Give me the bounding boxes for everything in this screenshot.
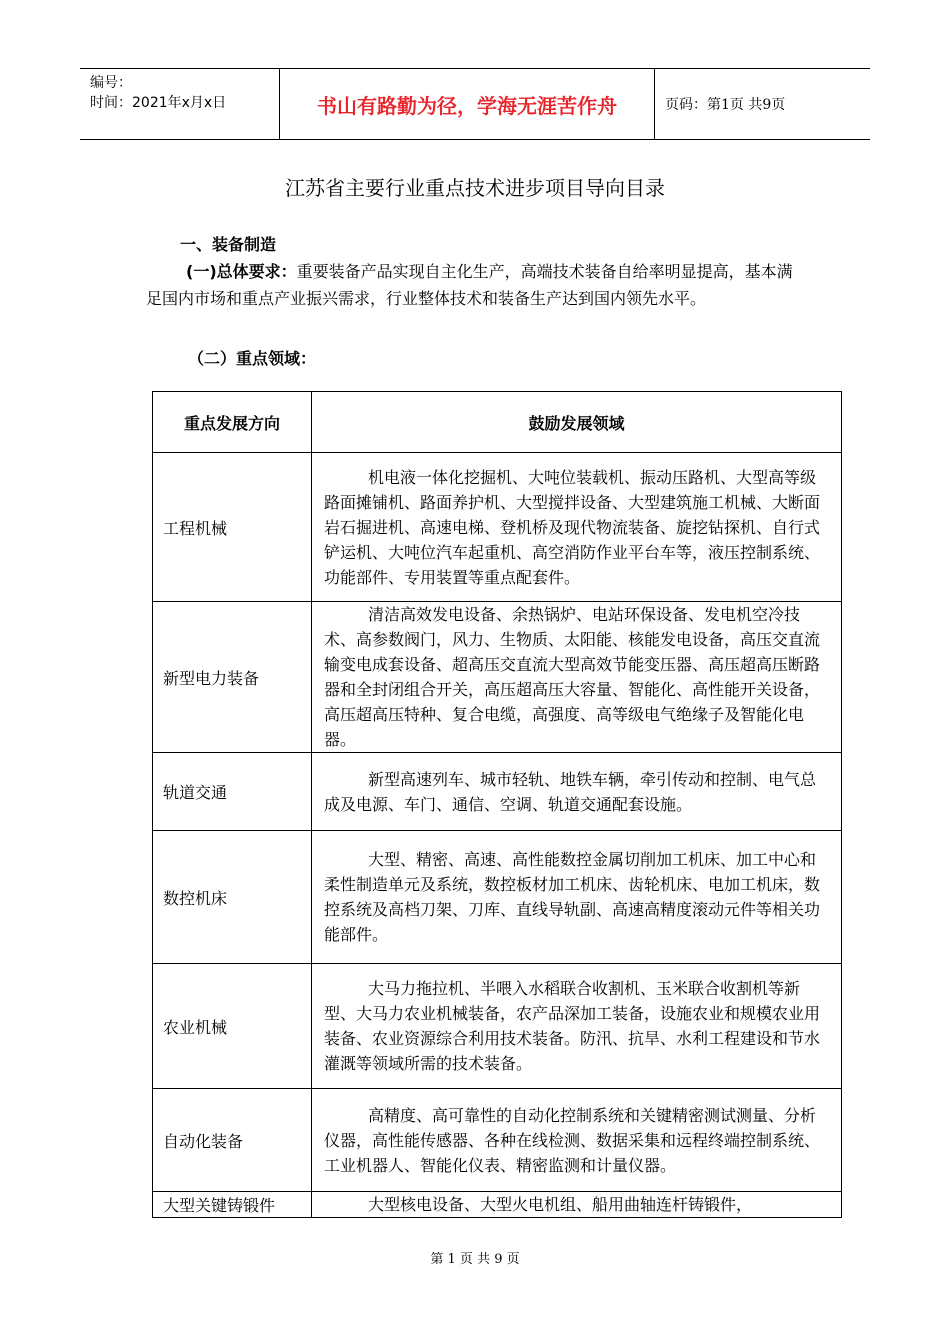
table-row — [153, 1192, 842, 1218]
table-header-row — [153, 392, 842, 453]
page-footer: 第 1 页 共 9 页 — [430, 1252, 520, 1267]
table-row — [153, 831, 842, 964]
column-header-areas: 鼓励发展领域 — [312, 392, 842, 453]
direction-cell: 工程机械 — [153, 453, 312, 602]
direction-cell: 新型电力装备 — [153, 602, 312, 753]
number-label: 编号： — [90, 75, 132, 91]
focus-heading: （二）重点领域： — [188, 349, 317, 368]
page-header — [80, 68, 870, 140]
header-motto: 书山有路勤为径，学海无涯苦作舟 — [280, 69, 655, 139]
general-text: 重要装备产品实现自主化生产，高端技术装备自给率明显提高，基本满足国内市场和重点产业振兴需求，行业整体技术和装备生产达到国内领先水平。 — [146, 262, 793, 308]
general-label: (一)总体要求： — [186, 262, 297, 281]
areas-cell: 大马力拖拉机、半喂入水稻联合收割机、玉米联合收割机等新型、大马力农业机械装备，农产品深加工装备，设施农业和规模农业用装备、农业资源综合利用技术装备。防汛、抗旱、水利工程建设和节水灌溉等领域所需的技术装备。 — [312, 964, 842, 1089]
time-label: 时间：2021年x月x日 — [90, 95, 227, 111]
areas-cell: 清洁高效发电设备、余热锅炉、电站环保设备、发电机空冷技术、高参数阀门，风力、生物质、太阳能、核能发电设备，高压交直流输变电成套设备、超高压交直流大型高效节能变压器、高压超高压断路器和全封闭组合开关，高压超高压大容量、智能化、高性能开关设备，高压超高压特种、复合电缆，高强度、高等级电气绝缘子及智能化电器。 — [312, 602, 842, 753]
document-title: 江苏省主要行业重点技术进步项目导向目录 — [285, 176, 665, 200]
general-requirements — [146, 258, 806, 312]
direction-cell: 自动化装备 — [153, 1089, 312, 1192]
areas-cell: 机电液一体化挖掘机、大吨位装载机、振动压路机、大型高等级路面摊铺机、路面养护机、大型搅拌设备、大型建筑施工机械、大断面岩石掘进机、高速电梯、登机桥及现代物流装备、旋挖钻探机、自行式铲运机、大吨位汽车起重机、高空消防作业平台车等，液压控制系统、功能部件、专用装置等重点配套件。 — [312, 453, 842, 602]
direction-cell: 数控机床 — [153, 831, 312, 964]
section-heading: 一、装备制造 — [180, 235, 277, 254]
table-row — [153, 453, 842, 602]
header-meta — [80, 69, 280, 139]
areas-cell: 大型、精密、高速、高性能数控金属切削加工机床、加工中心和柔性制造单元及系统，数控板材加工机床、齿轮机床、电加工机床，数控系统及高档刀架、刀库、直线导轨副、高速高精度滚动元件等相关功能部件。 — [312, 831, 842, 964]
direction-cell: 大型关键铸锻件 — [153, 1192, 312, 1218]
areas-cell: 高精度、高可靠性的自动化控制系统和关键精密测试测量、分析仪器，高性能传感器、各种在线检测、数据采集和远程终端控制系统、工业机器人、智能化仪表、精密监测和计量仪器。 — [312, 1089, 842, 1192]
header-page-info: 页码：第1页 共9页 — [665, 97, 786, 113]
areas-cell: 大型核电设备、大型火电机组、船用曲轴连杆铸锻件， — [312, 1192, 842, 1218]
table-row — [153, 1089, 842, 1192]
direction-cell: 农业机械 — [153, 964, 312, 1089]
table-row — [153, 753, 842, 831]
table-row — [153, 602, 842, 753]
direction-cell: 轨道交通 — [153, 753, 312, 831]
table-row — [153, 964, 842, 1089]
column-header-direction: 重点发展方向 — [153, 392, 312, 453]
areas-cell: 新型高速列车、城市轻轨、地铁车辆，牵引传动和控制、电气总成及电源、车门、通信、空调、轨道交通配套设施。 — [312, 753, 842, 831]
focus-table — [152, 391, 842, 1218]
